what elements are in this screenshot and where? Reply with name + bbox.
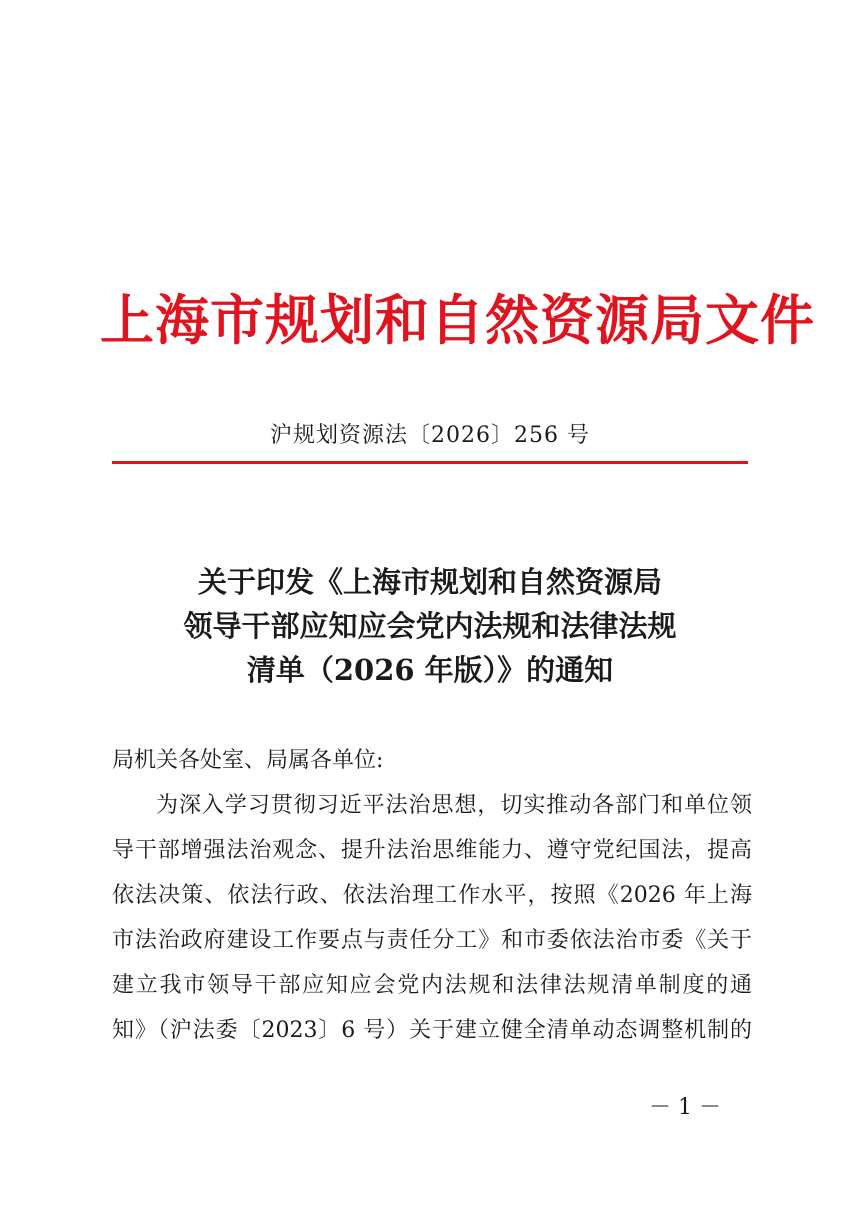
page-number: － 1 － xyxy=(649,1095,721,1120)
body-line: 市法治政府建设工作要点与责任分工》和市委依法治市委《关于 xyxy=(112,928,752,953)
issuer-title: 上海市规划和自然资源局文件 xyxy=(100,288,815,352)
body-line: 依法决策、依法行政、依法治理工作水平，按照《2026 年上海 xyxy=(112,883,752,908)
salutation: 局机关各处室、局属各单位: xyxy=(112,748,384,773)
title-line: 领导干部应知应会党内法规和法律法规 xyxy=(183,609,677,643)
body-line: 知》（沪法委〔2023〕6 号）关于建立健全清单动态调整机制的 xyxy=(112,1018,752,1043)
body-line: 为深入学习贯彻习近平法治思想，切实推动各部门和单位领 xyxy=(156,793,752,818)
document-number: 沪规划资源法〔2026〕256 号 xyxy=(270,423,590,448)
title-line: 关于印发《上海市规划和自然资源局 xyxy=(197,565,662,599)
document-body xyxy=(112,738,752,1053)
body-line: 建立我市领导干部应知应会党内法规和法律法规清单制度的通 xyxy=(112,973,752,998)
body-line: 导干部增强法治观念、提升法治思维能力、遵守党纪国法，提高 xyxy=(112,838,752,863)
title-line: 清单（2026 年版）》的通知 xyxy=(246,653,614,687)
document-title xyxy=(100,560,760,692)
red-separator-line xyxy=(112,461,748,464)
